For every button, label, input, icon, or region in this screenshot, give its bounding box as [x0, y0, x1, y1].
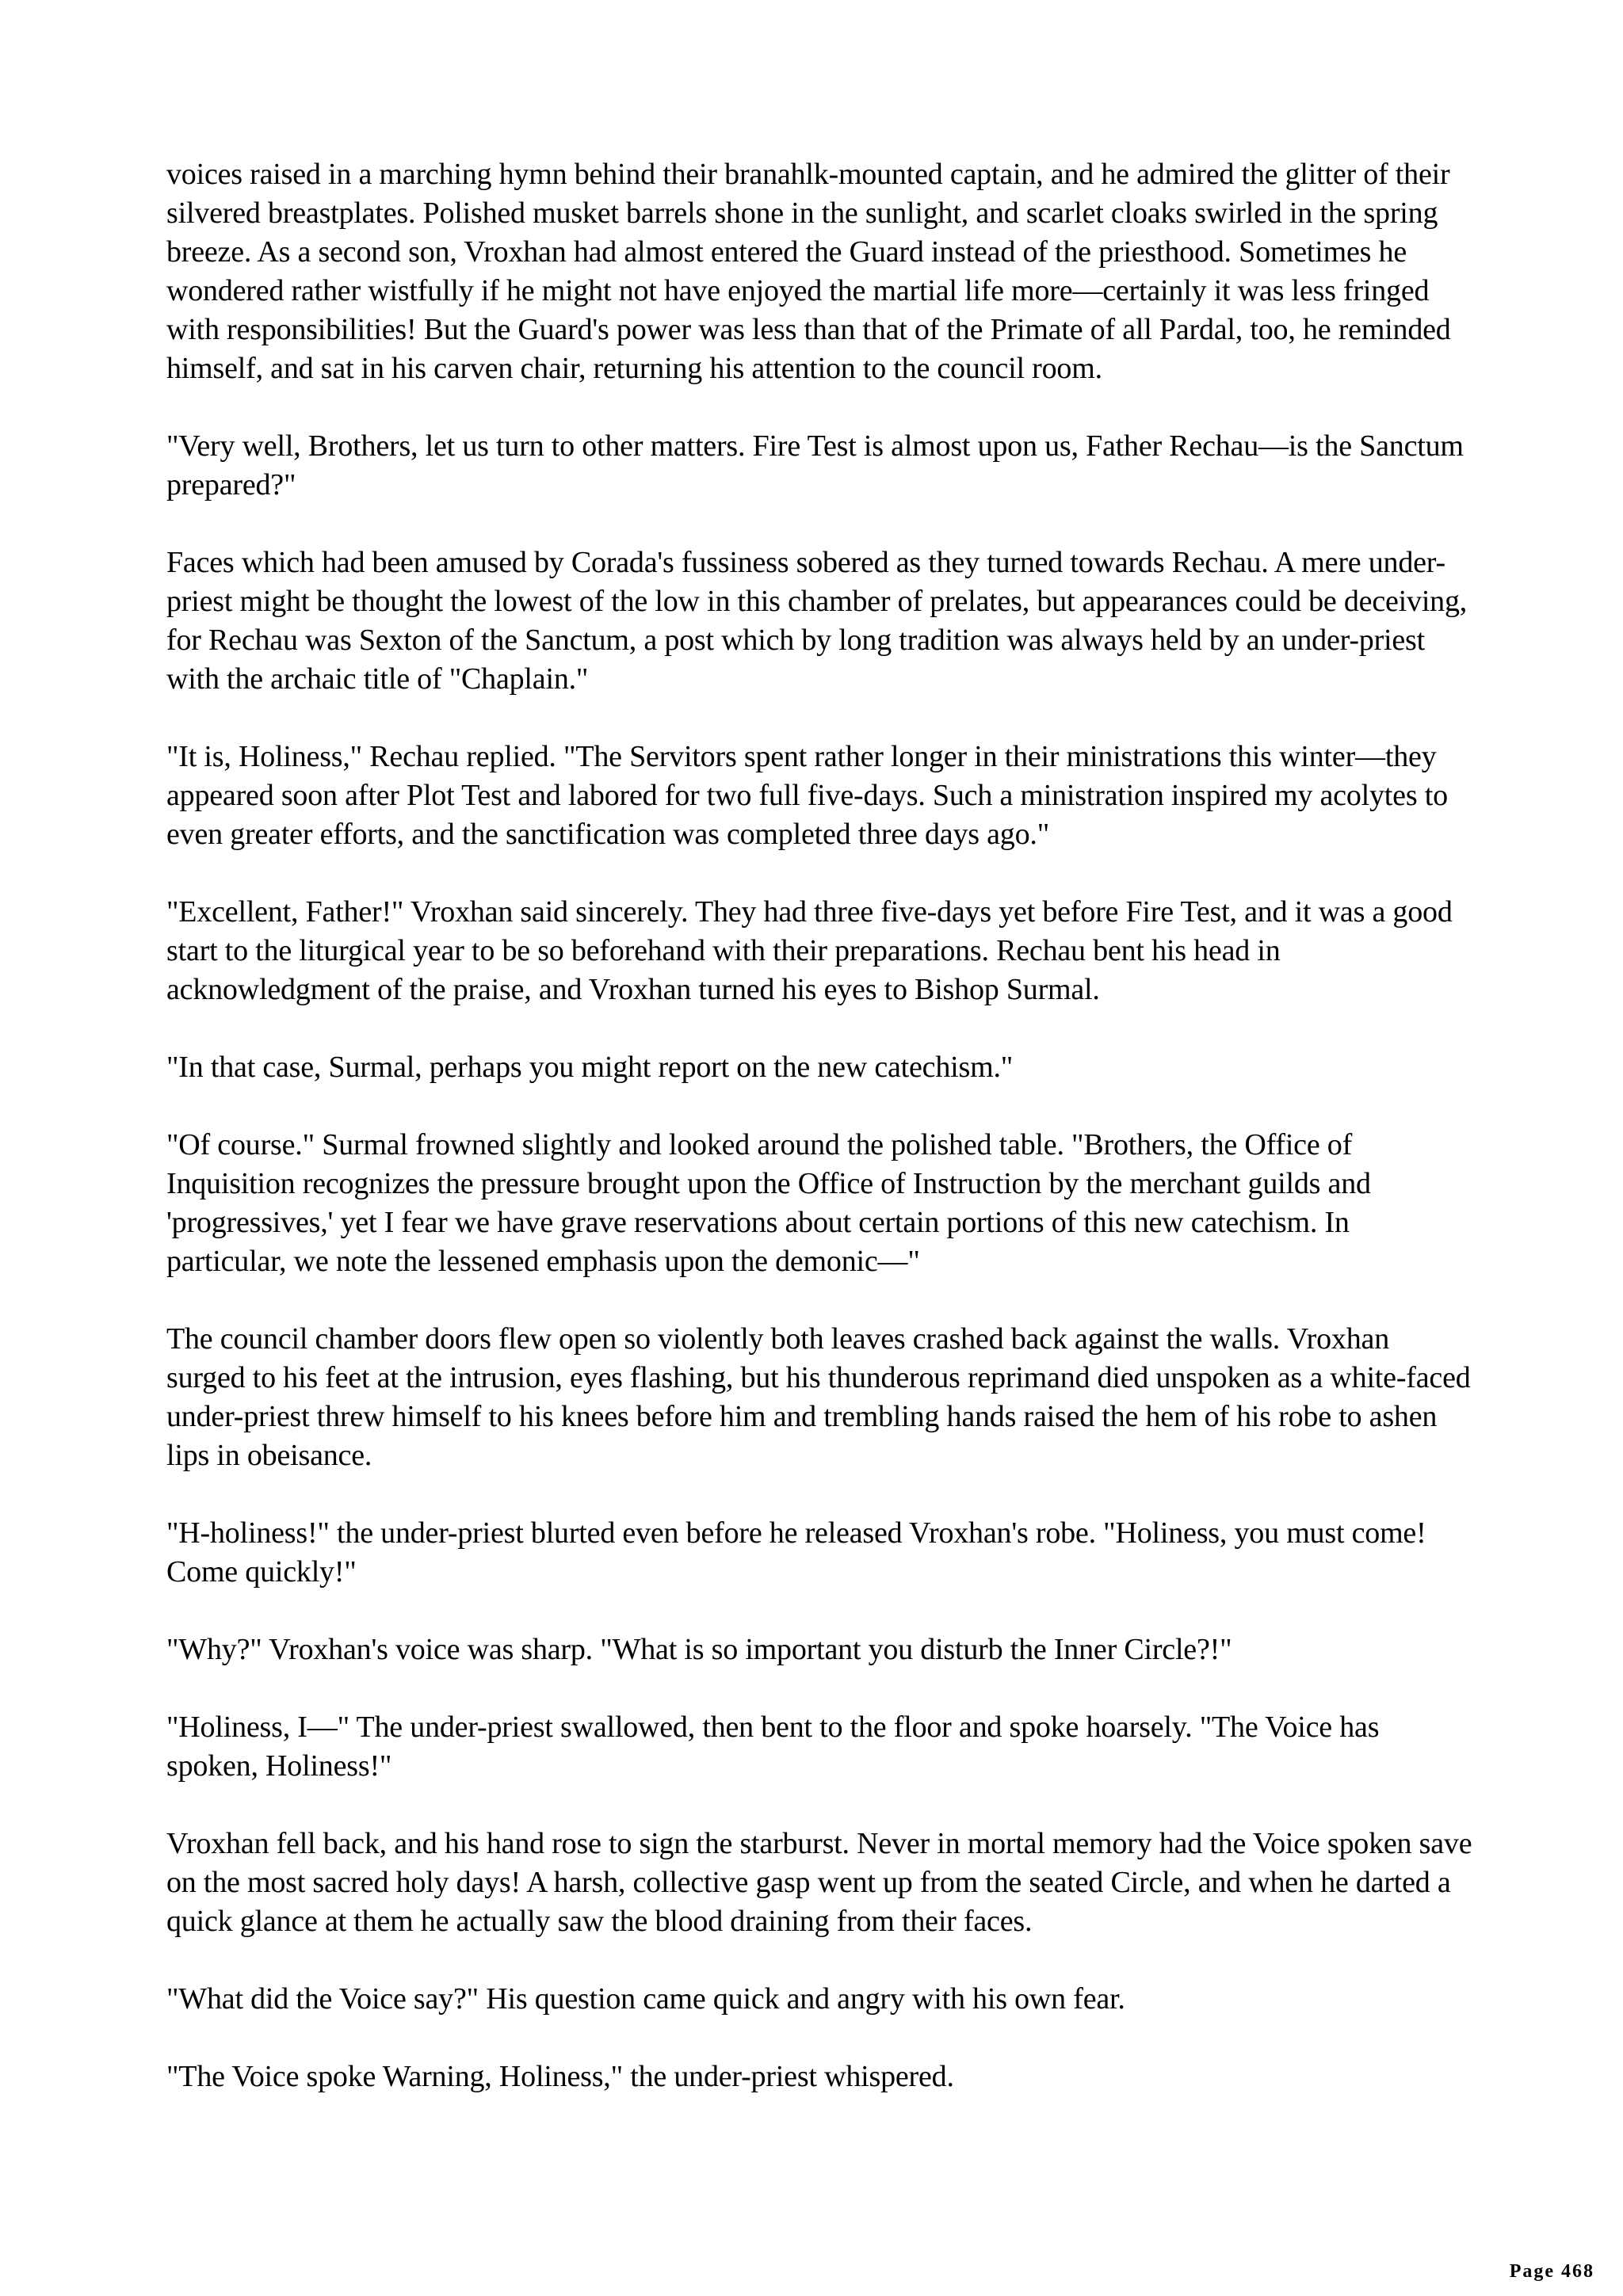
- paragraph-6: "In that case, Surmal, perhaps you might report on the new catechism.": [166, 1051, 1014, 1084]
- paragraph-13: "What did the Voice say?" His question came quick and angry with his own fear.: [166, 1982, 1125, 2016]
- paragraph-11: "Holiness, I—" The under-priest swallowed, then bent to the floor and spoke hoarsely. "The Voice has spoken, Holiness!": [166, 1711, 1380, 1783]
- paragraph-14: "The Voice spoke Warning, Holiness," the under-priest whispered.: [166, 2060, 954, 2093]
- paragraph-2: "Very well, Brothers, let us turn to other matters. Fire Test is almost upon us, Father Rechau—is the Sanctum prepared?": [166, 429, 1464, 502]
- paragraph-5: "Excellent, Father!" Vroxhan said sincerely. They had three five-days yet before Fire Test, and it was a good start to the liturgical year to be so beforehand with their preparations. Rechau bent his head in acknowledgment of the praise, and Vroxhan turned his eyes to Bishop Surmal.: [166, 895, 1453, 1006]
- paragraph-1: voices raised in a marching hymn behind their branahlk-mounted captain, and he admired the glitter of their silvered breastplates. Polished musket barrels shone in the sunlight, and scarlet cloaks swirled in the spring breeze. As a second son, Vroxhan had almost entered the Guard instead of the priesthood. Sometimes he wondered rather wistfully if he might not have enjoyed the martial life more—certainly it was less fringed with responsibilities! But the Guard's power was less than that of the Primate of all Pardal, too, he reminded himself, and sat in his carven chair, returning his attention to the council room.: [166, 158, 1451, 385]
- paragraph-8: The council chamber doors flew open so violently both leaves crashed back against the walls. Vroxhan surged to his feet at the intrusion, eyes flashing, but his thunderous reprimand died unspoken as a white-faced under-priest threw himself to his knees before him and trembling hands raised the hem of his robe to ashen lips in obeisance.: [166, 1322, 1471, 1472]
- paragraph-10: "Why?" Vroxhan's voice was sharp. "What is so important you disturb the Inner Circle?!": [166, 1633, 1232, 1666]
- paragraph-3: Faces which had been amused by Corada's fussiness sobered as they turned towards Rechau. A mere under-priest might be thought the lowest of the low in this chamber of prelates, but appearances could be deceiving, for Rechau was Sexton of the Sanctum, a post which by long tradition was always held by an under-priest with the archaic title of "Chaplain.": [166, 546, 1468, 696]
- paragraph-4: "It is, Holiness," Rechau replied. "The Servitors spent rather longer in their ministrations this winter—they appeared soon after Plot Test and labored for two full five-days. Such a ministration inspired my acolytes to even greater efforts, and the sanctification was completed three days ago.": [166, 740, 1448, 851]
- paragraph-12: Vroxhan fell back, and his hand rose to sign the starburst. Never in mortal memory had the Voice spoken save on the most sacred holy days! A harsh, collective gasp went up from the seated Circle, and when he darted a quick glance at them he actually saw the blood draining from their faces.: [166, 1827, 1472, 1938]
- page-body: [166, 155, 1474, 2135]
- paragraph-9: "H-holiness!" the under-priest blurted even before he released Vroxhan's robe. "Holiness, you must come! Come quickly!": [166, 1516, 1426, 1589]
- page-number: Page 468: [1509, 2261, 1594, 2282]
- paragraph-7: "Of course." Surmal frowned slightly and looked around the polished table. "Brothers, the Office of Inquisition recognizes the pressure brought upon the Office of Instruction by the merchant guilds and 'progressives,' yet I fear we have grave reservations about certain portions of this new catechism. In particular, we note the lessened emphasis upon the demonic—": [166, 1128, 1371, 1278]
